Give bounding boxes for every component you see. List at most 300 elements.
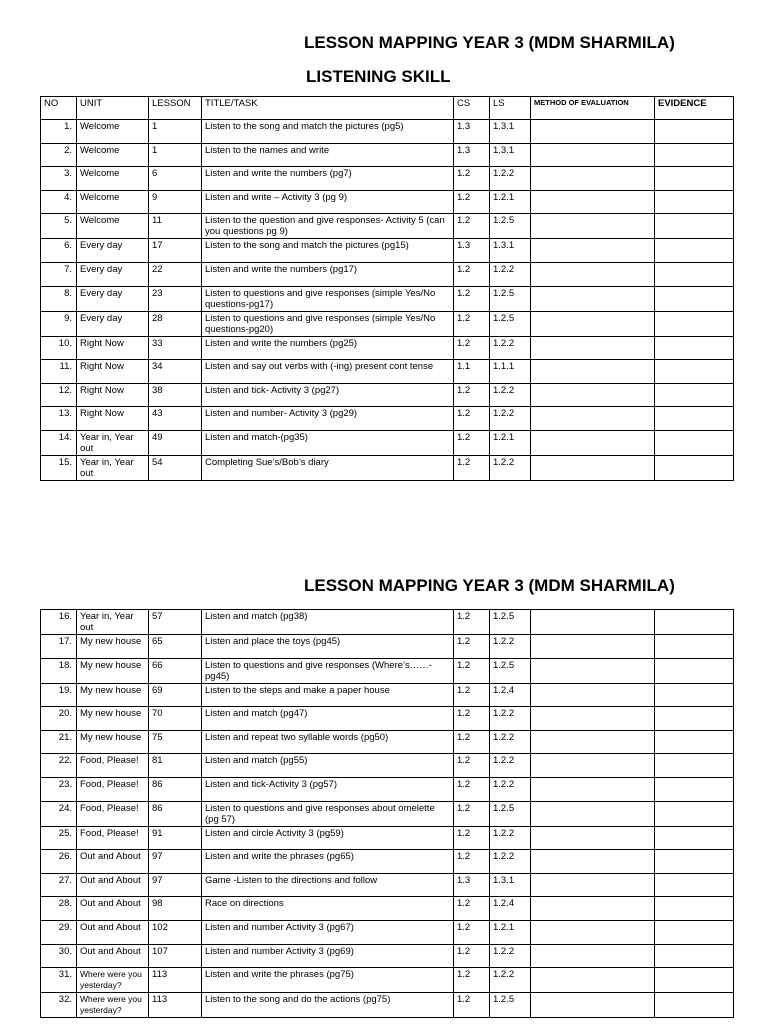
cell-title	[202, 383, 454, 407]
cell-lesson	[149, 407, 202, 431]
cell-cs-text: 1.2	[457, 851, 471, 863]
cell-no-text: 32.	[58, 994, 72, 1006]
cell-lesson	[149, 707, 202, 731]
cell-lesson-text: 66	[152, 659, 163, 671]
cell-title	[202, 993, 454, 1018]
cell-no-text: 17.	[58, 636, 72, 647]
cell-evidence	[655, 993, 734, 1018]
cell-ls-text: 1.3.1	[493, 874, 515, 886]
page-title-2: LESSON MAPPING YEAR 3 (MDM SHARMILA)	[304, 576, 675, 595]
cell-ls-text: 1.2.5	[493, 312, 515, 324]
cell-evidence	[655, 707, 734, 731]
cell-ls	[490, 873, 531, 897]
cell-no	[41, 754, 77, 778]
cell-unit-text: Out and About	[80, 851, 141, 863]
cell-evidence	[655, 239, 734, 263]
cell-lesson-text: 91	[152, 827, 163, 839]
cell-cs	[454, 826, 490, 850]
cell-unit	[77, 944, 149, 968]
cell-ls	[490, 214, 531, 239]
cell-method	[531, 826, 655, 850]
cell-cs	[454, 360, 490, 384]
cell-lesson	[149, 658, 202, 683]
cell-evidence	[655, 658, 734, 683]
cell-lesson	[149, 730, 202, 754]
table-row	[41, 801, 734, 826]
cell-unit-text: Year in, Year out	[80, 431, 134, 454]
cell-title-text: Game -Listen to the directions and follow	[205, 874, 378, 886]
cell-cs	[454, 707, 490, 731]
cell-no-text: 14.	[58, 431, 72, 443]
cell-unit-text: Out and About	[80, 945, 141, 957]
cell-ls-text: 1.3.1	[493, 144, 515, 156]
cell-lesson-text: 38	[152, 384, 163, 396]
cell-no	[41, 920, 77, 944]
cell-no	[41, 167, 77, 191]
cell-title	[202, 801, 454, 826]
cell-lesson-text: 43	[152, 408, 163, 420]
cell-unit-text: Where were you yesterday?	[80, 994, 142, 1016]
header-evidence: EVIDENCE	[655, 97, 734, 120]
table-row	[41, 897, 734, 921]
cell-no-text: 26.	[58, 851, 72, 863]
cell-no	[41, 944, 77, 968]
cell-title	[202, 658, 454, 683]
cell-no-text: 7.	[64, 263, 72, 275]
cell-unit-text: My new house	[80, 636, 142, 647]
cell-title-text: Listen and write the phrases (pg65)	[205, 851, 354, 863]
cell-lesson	[149, 683, 202, 707]
cell-no-text: 2.	[64, 144, 72, 156]
cell-no-text: 27.	[58, 874, 72, 886]
cell-evidence	[655, 610, 734, 635]
cell-unit	[77, 873, 149, 897]
cell-no-text: 4.	[64, 191, 72, 203]
cell-title	[202, 968, 454, 993]
cell-lesson	[149, 897, 202, 921]
cell-cs-text: 1.2	[457, 215, 471, 227]
cell-no	[41, 610, 77, 635]
cell-method	[531, 920, 655, 944]
cell-unit	[77, 730, 149, 754]
cell-ls	[490, 777, 531, 801]
cell-evidence	[655, 730, 734, 754]
cell-method	[531, 214, 655, 239]
lesson-table-2	[40, 609, 734, 1018]
cell-no	[41, 190, 77, 214]
cell-no	[41, 658, 77, 683]
cell-no	[41, 239, 77, 263]
cell-no	[41, 801, 77, 826]
cell-title-text: Listen to questions and give responses (Where’s……-pg45)	[205, 659, 432, 682]
cell-ls-text: 1.1.1	[493, 361, 515, 373]
cell-ls-text: 1.2.2	[493, 827, 515, 839]
cell-unit	[77, 120, 149, 144]
table-row	[41, 850, 734, 874]
cell-lesson-text: 54	[152, 456, 163, 468]
cell-lesson	[149, 455, 202, 480]
cell-ls	[490, 683, 531, 707]
cell-lesson-text: 65	[152, 636, 163, 647]
cell-title-text: Listen and number Activity 3 (pg67)	[205, 921, 354, 933]
cell-ls-text: 1.2.2	[493, 778, 515, 790]
cell-unit	[77, 707, 149, 731]
cell-title	[202, 167, 454, 191]
cell-ls-text: 1.2.2	[493, 636, 515, 647]
cell-title	[202, 635, 454, 659]
cell-lesson	[149, 430, 202, 455]
cell-unit	[77, 610, 149, 635]
cell-unit	[77, 360, 149, 384]
table-row	[41, 167, 734, 191]
cell-no	[41, 850, 77, 874]
cell-evidence	[655, 190, 734, 214]
cell-cs-text: 1.2	[457, 431, 471, 443]
cell-evidence	[655, 944, 734, 968]
cell-cs-text: 1.2	[457, 456, 471, 468]
cell-cs-text: 1.2	[457, 168, 471, 180]
cell-title	[202, 311, 454, 336]
cell-ls-text: 1.2.2	[493, 168, 515, 180]
cell-unit-text: Out and About	[80, 898, 141, 910]
cell-evidence	[655, 968, 734, 993]
cell-method	[531, 286, 655, 311]
cell-lesson-text: 113	[152, 969, 168, 981]
cell-lesson-text: 81	[152, 755, 163, 767]
cell-lesson-text: 57	[152, 611, 163, 622]
table-row	[41, 455, 734, 480]
cell-lesson-text: 22	[152, 263, 163, 275]
cell-evidence	[655, 850, 734, 874]
header-lesson: LESSON	[149, 97, 202, 120]
cell-ls	[490, 635, 531, 659]
cell-cs	[454, 262, 490, 286]
table-header-row	[41, 97, 734, 120]
cell-ls-text: 1.2.2	[493, 456, 515, 468]
cell-method	[531, 455, 655, 480]
cell-method	[531, 683, 655, 707]
cell-no	[41, 336, 77, 360]
cell-lesson-text: 23	[152, 287, 163, 299]
cell-no	[41, 383, 77, 407]
cell-unit-text: My new house	[80, 684, 142, 696]
cell-title-text: Listen and write – Activity 3 (pg 9)	[205, 191, 348, 203]
cell-no	[41, 683, 77, 707]
table-row	[41, 383, 734, 407]
cell-unit-text: Where were you yesterday?	[80, 969, 142, 991]
cell-no	[41, 897, 77, 921]
cell-lesson	[149, 826, 202, 850]
cell-cs	[454, 120, 490, 144]
cell-unit-text: Welcome	[80, 168, 120, 180]
cell-unit	[77, 336, 149, 360]
cell-title-text: Listen and write the numbers (pg7)	[205, 168, 352, 180]
cell-title-text: Listen to the song and match the pictures (pg15)	[205, 240, 409, 252]
cell-ls	[490, 801, 531, 826]
cell-method	[531, 167, 655, 191]
cell-cs	[454, 730, 490, 754]
cell-unit-text: Welcome	[80, 121, 120, 132]
cell-title	[202, 336, 454, 360]
cell-ls-text: 1.2.5	[493, 215, 515, 227]
cell-cs-text: 1.3	[457, 240, 471, 252]
cell-no	[41, 826, 77, 850]
table-row	[41, 730, 734, 754]
cell-cs	[454, 407, 490, 431]
cell-ls-text: 1.2.1	[493, 431, 515, 443]
cell-lesson-text: 102	[152, 921, 168, 933]
cell-cs-text: 1.2	[457, 684, 471, 696]
table-row	[41, 336, 734, 360]
lesson-table-1	[40, 96, 734, 481]
cell-lesson	[149, 167, 202, 191]
cell-ls	[490, 754, 531, 778]
cell-no-text: 24.	[58, 802, 72, 814]
cell-unit-text: Every day	[80, 263, 123, 275]
cell-evidence	[655, 120, 734, 144]
cell-no-text: 28.	[58, 898, 72, 910]
table-row	[41, 993, 734, 1018]
cell-unit	[77, 683, 149, 707]
cell-ls	[490, 920, 531, 944]
cell-unit-text: Year in, Year out	[80, 611, 134, 633]
cell-cs-text: 1.2	[457, 659, 471, 671]
cell-ls	[490, 190, 531, 214]
header-unit: UNIT	[77, 97, 149, 120]
cell-lesson-text: 98	[152, 898, 163, 910]
cell-unit	[77, 383, 149, 407]
cell-lesson-text: 69	[152, 684, 163, 696]
cell-lesson	[149, 944, 202, 968]
table-row	[41, 120, 734, 144]
cell-evidence	[655, 455, 734, 480]
cell-no-text: 10.	[58, 337, 72, 349]
cell-cs	[454, 944, 490, 968]
cell-no	[41, 455, 77, 480]
section-title: LISTENING SKILL	[306, 67, 451, 86]
cell-title-text: Listen and circle Activity 3 (pg59)	[205, 827, 344, 839]
cell-no-text: 12.	[58, 384, 72, 396]
cell-ls-text: 1.2.2	[493, 851, 515, 863]
cell-evidence	[655, 430, 734, 455]
cell-lesson	[149, 610, 202, 635]
cell-no-text: 15.	[58, 456, 72, 468]
cell-lesson-text: 97	[152, 874, 163, 886]
cell-ls	[490, 850, 531, 874]
cell-no	[41, 214, 77, 239]
table-row	[41, 239, 734, 263]
cell-ls-text: 1.2.2	[493, 708, 515, 720]
cell-ls-text: 1.2.2	[493, 731, 515, 743]
cell-lesson	[149, 777, 202, 801]
cell-unit-text: Right Now	[80, 384, 124, 396]
cell-title	[202, 143, 454, 167]
cell-unit-text: Food, Please!	[80, 827, 139, 839]
cell-cs-text: 1.2	[457, 384, 471, 396]
cell-title-text: Listen to questions and give responses (simple Yes/No questions-pg17)	[205, 287, 436, 310]
cell-no-text: 16.	[58, 611, 72, 622]
cell-method	[531, 897, 655, 921]
cell-ls	[490, 336, 531, 360]
cell-title	[202, 286, 454, 311]
cell-cs	[454, 214, 490, 239]
cell-unit	[77, 455, 149, 480]
cell-ls	[490, 897, 531, 921]
cell-unit-text: Every day	[80, 240, 123, 252]
cell-unit-text: Welcome	[80, 191, 120, 203]
cell-cs-text: 1.2	[457, 408, 471, 420]
cell-unit	[77, 993, 149, 1018]
cell-no-text: 6.	[64, 240, 72, 252]
cell-lesson-text: 1	[152, 121, 158, 132]
cell-lesson	[149, 360, 202, 384]
cell-method	[531, 707, 655, 731]
table-row	[41, 143, 734, 167]
cell-method	[531, 311, 655, 336]
table-row	[41, 190, 734, 214]
cell-title	[202, 239, 454, 263]
cell-method	[531, 190, 655, 214]
cell-cs-text: 1.2	[457, 287, 471, 299]
table-row	[41, 214, 734, 239]
cell-ls-text: 1.2.5	[493, 611, 515, 622]
cell-method	[531, 336, 655, 360]
cell-cs-text: 1.3	[457, 874, 471, 886]
cell-ls-text: 1.2.2	[493, 969, 515, 981]
cell-unit	[77, 850, 149, 874]
cell-no	[41, 873, 77, 897]
cell-lesson-text: 28	[152, 312, 163, 324]
cell-title-text: Completing Sue’s/Bob’s diary	[205, 456, 329, 468]
cell-unit	[77, 407, 149, 431]
cell-lesson	[149, 311, 202, 336]
table-row	[41, 777, 734, 801]
cell-cs-text: 1.2	[457, 337, 471, 349]
cell-unit	[77, 920, 149, 944]
cell-cs	[454, 658, 490, 683]
cell-lesson	[149, 873, 202, 897]
cell-title	[202, 360, 454, 384]
cell-method	[531, 360, 655, 384]
cell-unit-text: My new house	[80, 731, 142, 743]
cell-unit	[77, 190, 149, 214]
cell-evidence	[655, 311, 734, 336]
cell-evidence	[655, 214, 734, 239]
cell-evidence	[655, 873, 734, 897]
cell-lesson	[149, 993, 202, 1018]
cell-no-text: 11.	[59, 361, 72, 373]
cell-lesson	[149, 336, 202, 360]
cell-no-text: 13.	[58, 408, 72, 420]
cell-ls-text: 1.2.5	[493, 994, 515, 1006]
table-row	[41, 873, 734, 897]
cell-unit	[77, 286, 149, 311]
cell-cs	[454, 311, 490, 336]
cell-method	[531, 430, 655, 455]
table-row	[41, 707, 734, 731]
cell-cs	[454, 167, 490, 191]
cell-title-text: Listen and tick- Activity 3 (pg27)	[205, 384, 340, 396]
cell-evidence	[655, 826, 734, 850]
cell-ls	[490, 239, 531, 263]
cell-lesson	[149, 286, 202, 311]
cell-ls	[490, 311, 531, 336]
cell-title	[202, 897, 454, 921]
table-row	[41, 826, 734, 850]
table-row	[41, 610, 734, 635]
cell-lesson-text: 9	[152, 191, 158, 203]
cell-ls-text: 1.2.5	[493, 287, 515, 299]
table-row	[41, 754, 734, 778]
cell-lesson	[149, 920, 202, 944]
cell-lesson	[149, 120, 202, 144]
cell-no-text: 23.	[58, 778, 72, 790]
cell-title	[202, 407, 454, 431]
table-row	[41, 968, 734, 993]
cell-ls-text: 1.2.5	[493, 802, 515, 814]
cell-unit-text: My new house	[80, 659, 142, 671]
cell-cs-text: 1.2	[457, 191, 471, 203]
cell-ls-text: 1.2.2	[493, 337, 515, 349]
cell-unit-text: Welcome	[80, 215, 120, 227]
cell-title-text: Listen to the question and give responses- Activity 5 (can you questions pg 9)	[205, 215, 445, 238]
cell-evidence	[655, 167, 734, 191]
cell-cs-text: 1.3	[457, 121, 471, 132]
cell-lesson	[149, 754, 202, 778]
cell-lesson	[149, 190, 202, 214]
cell-unit	[77, 801, 149, 826]
cell-unit	[77, 143, 149, 167]
cell-title-text: Listen and match (pg47)	[205, 708, 308, 720]
cell-lesson	[149, 262, 202, 286]
cell-title	[202, 214, 454, 239]
cell-title	[202, 120, 454, 144]
cell-unit-text: Food, Please!	[80, 755, 139, 767]
table-row	[41, 683, 734, 707]
cell-cs-text: 1.2	[457, 969, 471, 981]
cell-title-text: Listen to the song and match the pictures (pg5)	[205, 121, 404, 132]
cell-no	[41, 407, 77, 431]
cell-unit	[77, 777, 149, 801]
cell-cs-text: 1.2	[457, 263, 471, 275]
cell-title-text: Listen to the song and do the actions (pg75)	[205, 994, 391, 1006]
cell-no-text: 25.	[58, 827, 72, 839]
cell-ls	[490, 455, 531, 480]
cell-cs	[454, 850, 490, 874]
cell-evidence	[655, 262, 734, 286]
cell-method	[531, 873, 655, 897]
cell-cs-text: 1.2	[457, 778, 471, 790]
cell-cs-text: 1.2	[457, 611, 471, 622]
cell-cs	[454, 430, 490, 455]
cell-cs-text: 1.2	[457, 755, 471, 767]
cell-lesson	[149, 850, 202, 874]
cell-cs	[454, 190, 490, 214]
cell-title-text: Listen to the steps and make a paper house	[205, 684, 390, 696]
cell-ls	[490, 167, 531, 191]
cell-no-text: 18.	[58, 659, 72, 671]
table-row	[41, 311, 734, 336]
cell-title-text: Listen and number- Activity 3 (pg29)	[205, 408, 358, 420]
cell-lesson-text: 17	[152, 240, 163, 252]
cell-no-text: 31.	[58, 969, 72, 981]
cell-evidence	[655, 754, 734, 778]
cell-ls	[490, 286, 531, 311]
cell-evidence	[655, 407, 734, 431]
cell-cs	[454, 801, 490, 826]
cell-no	[41, 707, 77, 731]
cell-lesson-text: 33	[152, 337, 163, 349]
